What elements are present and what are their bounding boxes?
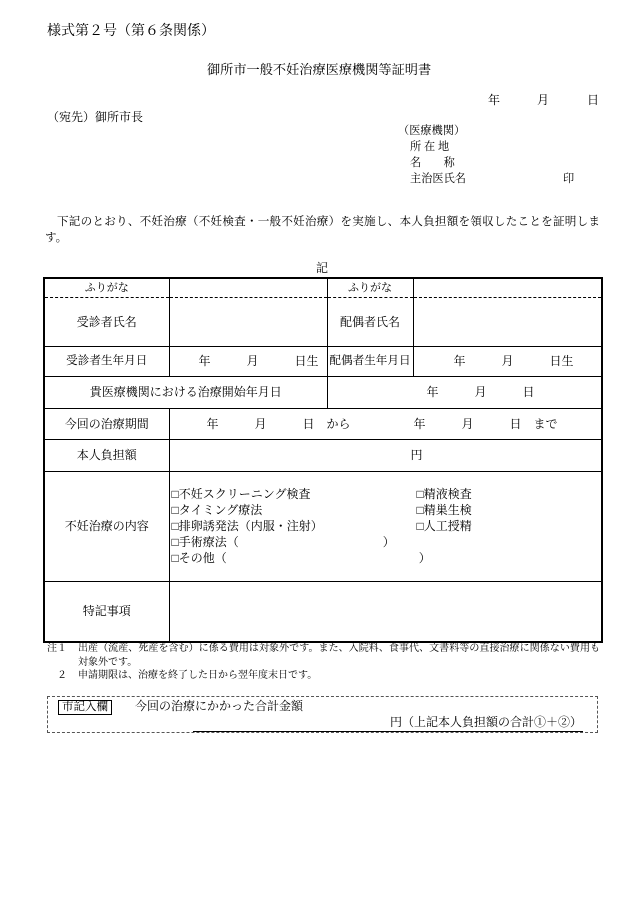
treatment-period-label: 今回の治療期間 [44,408,169,439]
treatment-options-left [172,486,431,566]
treatment-start-value: 年 月 日 [327,376,602,408]
furigana-row [44,278,602,297]
total-amount-unit: 円（上記本人負担額の合計①＋②） [390,715,583,729]
document-title: 御所市一般不妊治療医療機関等証明書 [207,62,432,77]
note-item [47,642,600,669]
patient-cost-label: 本人負担額 [44,439,169,471]
treatment-content-row [44,471,602,581]
institution-name-label: 名 称 [410,157,455,169]
patient-birth-label: 受診者生年月日 [44,346,169,376]
patient-cost-unit: 円 [169,439,602,471]
record-mark: 記 [316,261,329,275]
treatment-period-row [44,408,602,439]
remarks-row [44,581,602,642]
spouse-birth-label: 配偶者生年月日 [327,346,413,376]
patient-cost-row [44,439,602,471]
total-amount-underline [193,731,583,732]
treatment-options-cell [169,471,602,581]
spouse-birth-value: 年 月 日生 [413,346,602,376]
seal-mark: 印 [563,173,575,185]
option-surgical-therapy: □手術療法（ ） [171,535,395,549]
treatment-period-to: 年 月 日 まで [413,416,558,431]
remarks-field [169,581,602,642]
total-amount-label: 今回の治療にかかった合計金額 [135,699,304,713]
name-row [44,297,602,346]
option-ovulation-induction: □排卵誘発法（内服・注射） [171,519,323,533]
treatment-start-row [44,376,602,408]
note-marker: ２ [57,670,67,681]
certificate-table [43,277,603,643]
institution-block [398,123,466,187]
treatment-start-label: 貴医療機関における治療開始年月日 [44,376,327,408]
form-number: 様式第２号（第６条関係） [47,24,215,39]
patient-furigana-label: ふりがな [44,278,169,297]
spouse-furigana-field [413,278,602,297]
issue-date-month-label: 月 [537,93,550,107]
certification-statement: 下記のとおり、不妊治療（不妊検査・一般不妊治療）を実施し、本人負担額を領収したことを証明します。 [45,215,600,244]
institution-address-label: 所 在 地 [410,141,450,153]
addressee: （宛先）御所市長 [47,110,144,124]
city-use-tag: 市記入欄 [58,700,112,715]
note-marker: 注１ [47,643,67,654]
patient-name-label: 受診者氏名 [44,297,169,346]
city-use-box [47,696,598,733]
note-text: 出産（流産、死産を含む）に係る費用は対象外です。また、入院料、食事代、文書料等の直接治療に関係ない費用も対象外です。 [78,643,600,668]
spouse-name-field [413,297,602,346]
patient-furigana-field [169,278,327,297]
patient-birth-value: 年 月 日生 [169,346,327,376]
notes [47,642,600,683]
patient-name-field [169,297,327,346]
note-text: 申請期限は、治療を終了した日から翌年度末日です。 [78,670,318,681]
issue-date-year-label: 年 [488,93,501,107]
option-testicular-biopsy: □精巣生検 [416,503,472,517]
treatment-content-label: 不妊治療の内容 [44,471,169,581]
spouse-furigana-label: ふりがな [327,278,413,297]
institution-heading: （医療機関） [398,125,466,137]
attending-doctor-label: 主治医氏名 [410,173,466,185]
option-artificial-insemination: □人工授精 [416,519,472,533]
treatment-period-cell [169,408,602,439]
issue-date-day-label: 日 [587,93,600,107]
option-semen-analysis: □精液検査 [416,487,472,501]
option-infertility-screening: □不妊スクリーニング検査 [171,487,311,501]
birth-date-row [44,346,602,376]
note-item [47,669,600,683]
remarks-label: 特記事項 [44,581,169,642]
option-timing-therapy: □タイミング療法 [171,503,263,517]
option-other: □その他（ ） [171,551,431,565]
treatment-period-from: 年 月 日 から [206,416,351,431]
treatment-options-right [417,486,472,534]
spouse-name-label: 配偶者氏名 [327,297,413,346]
